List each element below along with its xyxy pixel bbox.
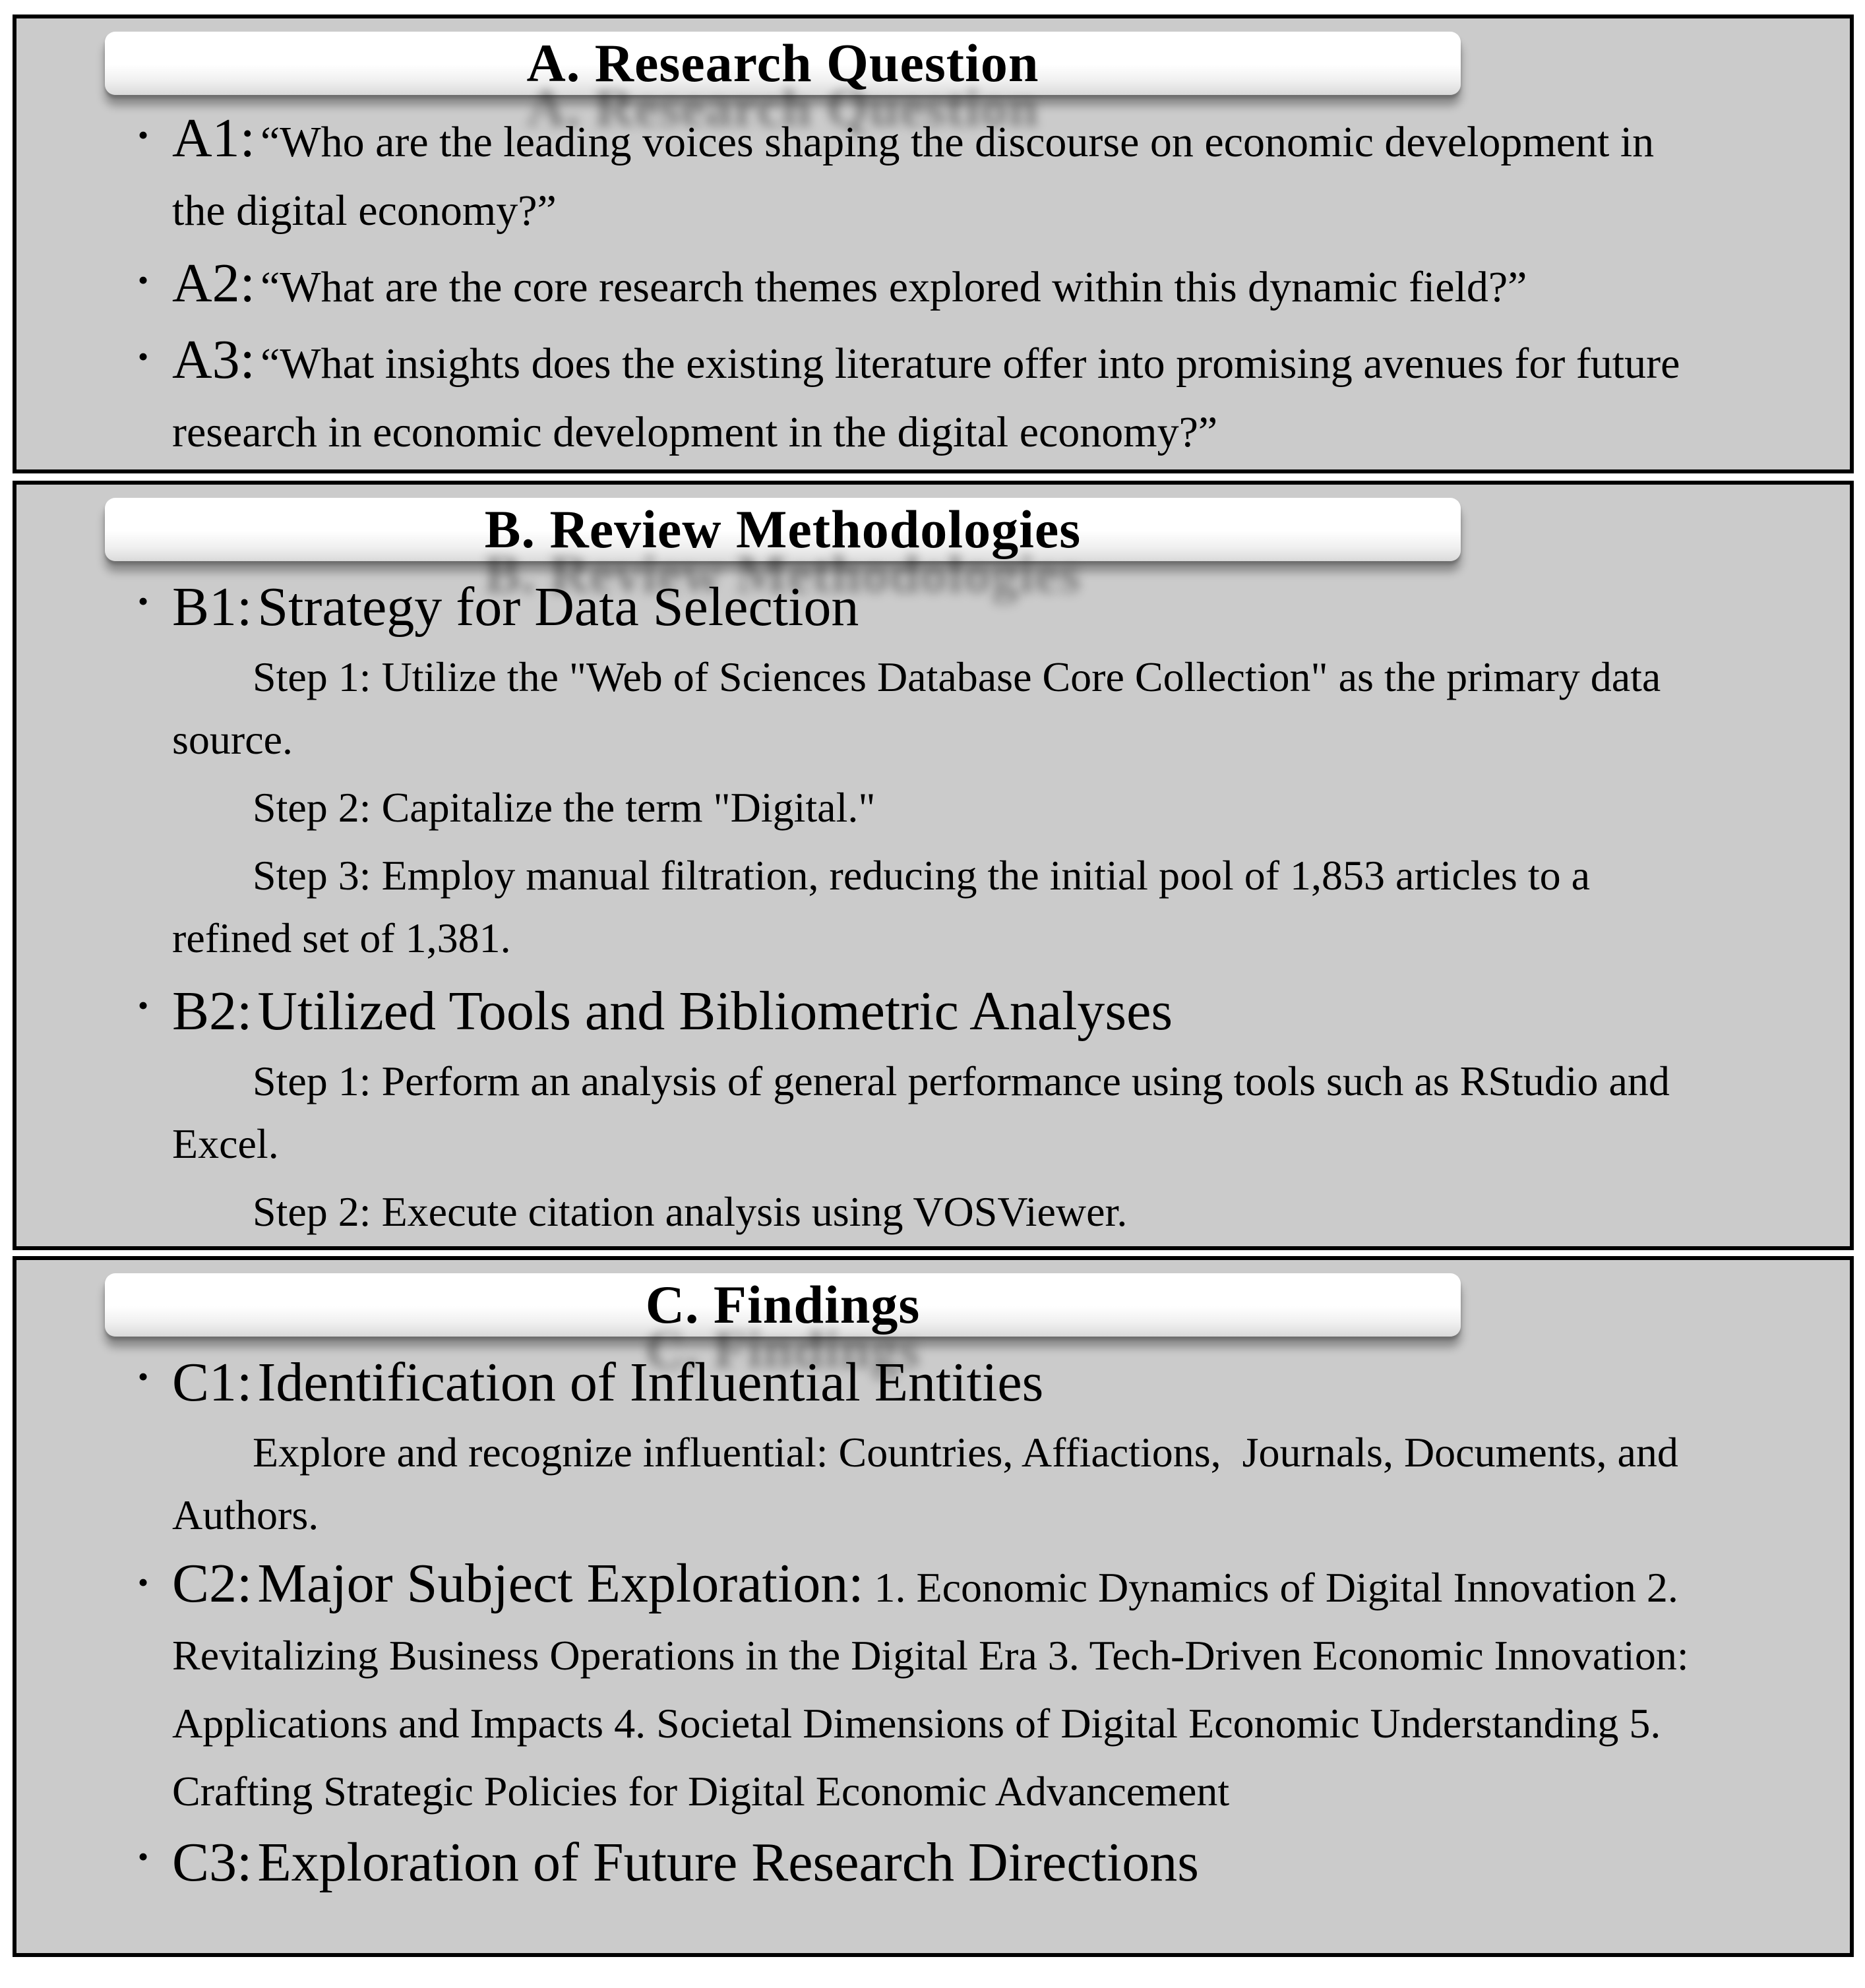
section-title: B. Review Methodologies [484,499,1082,559]
item-text: Step 2: Execute citation analysis using VOSViewer. [253,1188,1128,1235]
list-item [16,326,1850,467]
item-label: A2: [172,253,255,314]
item-label: C3: [172,1832,253,1893]
review-methodologies-panel [13,481,1854,1250]
list-item [16,249,1850,322]
step-item [16,1180,1850,1243]
list-item [16,104,1850,245]
item-text: “What are the core research themes explored within this dynamic field?” [260,263,1527,311]
step-item [16,1050,1850,1175]
item-text: “Who are the leading voices shaping the discourse on economic development in the digital economy?” [172,118,1655,235]
list-item [16,570,1850,644]
item-text: Step 1: Perform an analysis of general performance using tools such as RStudio and Excel. [172,1058,1670,1167]
item-text: Strategy for Data Selection [257,576,859,638]
item-label: B1: [172,576,253,638]
step-item [16,1421,1850,1546]
item-label: C2: [172,1553,253,1614]
step-item [16,646,1850,771]
item-text: Identification of Influential Entities [257,1352,1044,1413]
item-label: B2: [172,980,253,1042]
research-question-panel [13,15,1854,473]
item-text: Step 1: Utilize the "Web of Sciences Database Core Collection" as the primary data source. [172,653,1661,763]
list-item [16,1551,1850,1823]
item-text: Step 2: Capitalize the term "Digital." [253,784,876,831]
section-title: A. Research Question [526,33,1039,93]
item-text: Exploration of Future Research Directions [257,1832,1199,1893]
items-list [16,570,1850,1243]
items-list [16,104,1850,467]
step-item [16,844,1850,969]
section-title-pill [105,1273,1461,1337]
list-item [16,1346,1850,1420]
section-title-pill [105,32,1461,95]
item-label: A1: [172,107,255,169]
item-text: “What insights does the existing literature offer into promising avenues for future research in economic development in the digital economy?” [172,340,1680,456]
section-title: C. Findings [645,1275,921,1335]
section-title-pill [105,498,1461,561]
step-item [16,776,1850,839]
item-label: C1: [172,1352,253,1413]
item-text: Step 3: Employ manual filtration, reducing the initial pool of 1,853 articles to a refined set of 1,381. [172,852,1590,961]
item-text: Explore and recognize influential: Countries, Affiactions, Journals, Documents, and Authors. [172,1429,1678,1538]
findings-panel [13,1256,1854,1957]
list-item [16,975,1850,1048]
item-inline-text: 1. Economic Dynamics of Digital Innovation 2. Revitalizing Business Operations in the Digital Era 3. Tech-Driven Economic Innovation: Applications and Impacts 4. Societal Dimensions of Digital Economic Understanding 5. Crafting Strategic Policies for Digital Economic Advancement [172,1564,1689,1815]
figure-root [0,15,1865,1988]
item-text: Major Subject Exploration: [257,1553,864,1614]
item-label: A3: [172,329,255,390]
items-list [16,1346,1850,1900]
item-text: Utilized Tools and Bibliometric Analyses [257,980,1173,1042]
list-item [16,1826,1850,1900]
